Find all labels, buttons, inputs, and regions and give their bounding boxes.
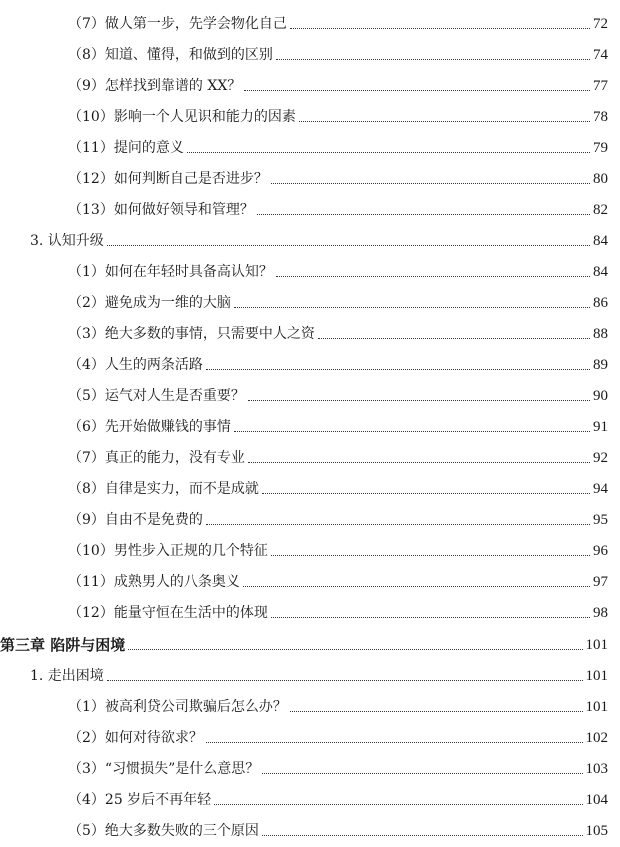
toc-entry-page: 82 — [593, 202, 608, 218]
toc-entry-title: 1. 走出困境 — [30, 668, 104, 684]
toc-entry-page: 72 — [593, 16, 608, 32]
toc-entry[interactable] — [0, 471, 608, 497]
toc-entry[interactable] — [0, 99, 608, 125]
toc-entry-title: （1）被高利贷公司欺骗后怎么办？ — [68, 699, 287, 715]
toc-entry-title: （9）自由不是免费的 — [68, 512, 203, 528]
toc-entry-title: （3）绝大多数的事情，只需要中人之资 — [68, 326, 315, 342]
toc-entry-title: （2）如何对待欲求？ — [68, 730, 203, 746]
toc-entry-page: 84 — [593, 233, 608, 249]
toc-entry-title: （8）知道、懂得，和做到的区别 — [68, 47, 273, 63]
toc-chapter-title: 第三章 陷阱与困境 — [0, 636, 126, 654]
dot-leader — [206, 741, 583, 743]
toc-entry-page: 101 — [585, 699, 608, 715]
toc-entry[interactable] — [0, 68, 608, 94]
toc-entry-title: （13）如何做好领导和管理？ — [68, 202, 254, 218]
toc-entry[interactable] — [0, 720, 608, 746]
toc-entry-page: 103 — [585, 761, 608, 777]
dot-leader — [276, 275, 590, 277]
toc-entry[interactable] — [0, 533, 608, 559]
toc-entry-title: （5）运气对人生是否重要？ — [68, 388, 245, 404]
toc-entry-page: 79 — [593, 140, 608, 156]
dot-leader — [234, 430, 590, 432]
toc-entry-page: 95 — [593, 512, 608, 528]
toc-entry[interactable] — [0, 409, 608, 435]
toc-entry-page: 97 — [593, 574, 608, 590]
dot-leader — [107, 244, 590, 246]
toc-entry[interactable] — [0, 689, 608, 715]
toc-entry-page: 84 — [593, 264, 608, 280]
toc-entry-title: （4）25 岁后不再年轻 — [68, 792, 212, 808]
toc-entry-page: 77 — [593, 78, 608, 94]
dot-leader — [107, 679, 583, 681]
toc-entry-page: 90 — [593, 388, 608, 404]
dot-leader — [243, 585, 590, 587]
dot-leader — [206, 523, 590, 525]
toc-entry-page: 91 — [593, 419, 608, 435]
dot-leader — [257, 213, 590, 215]
toc-entry[interactable] — [0, 37, 608, 63]
toc-entry-page: 94 — [593, 481, 608, 497]
toc-entry-page: 104 — [585, 792, 608, 808]
dot-leader — [271, 554, 590, 556]
toc-entry-page: 86 — [593, 295, 608, 311]
dot-leader — [318, 337, 590, 339]
dot-leader — [271, 182, 590, 184]
toc-entry-page: 101 — [585, 637, 608, 653]
toc-entry-page: 98 — [593, 605, 608, 621]
toc-entry-title: （5）绝大多数失败的三个原因 — [68, 823, 259, 839]
toc-entry-page: 88 — [593, 326, 608, 342]
toc-entry-title: （12）能量守恒在生活中的体现 — [68, 605, 268, 621]
dot-leader — [248, 399, 590, 401]
toc-entry-title: （1）如何在年轻时具备高认知？ — [68, 264, 273, 280]
toc-entry[interactable] — [0, 161, 608, 187]
toc-entry-page: 96 — [593, 543, 608, 559]
toc-entry[interactable] — [0, 595, 608, 621]
toc-entry[interactable] — [0, 254, 608, 280]
dot-leader — [276, 58, 590, 60]
toc-entry[interactable] — [0, 285, 608, 311]
toc-entry-title: （11）成熟男人的八条奥义 — [68, 574, 240, 590]
dot-leader — [128, 648, 582, 650]
toc-entry-page: 101 — [585, 668, 608, 684]
toc-entry-page: 102 — [585, 730, 608, 746]
dot-leader — [299, 120, 590, 122]
dot-leader — [262, 772, 582, 774]
toc-section-entry[interactable] — [0, 223, 608, 249]
toc-entry-title: （6）先开始做赚钱的事情 — [68, 419, 231, 435]
dot-leader — [290, 27, 590, 29]
toc-entry-title: （8）自律是实力，而不是成就 — [68, 481, 259, 497]
toc-entry-page: 105 — [585, 823, 608, 839]
toc-entry-title: （7）真正的能力，没有专业 — [68, 450, 245, 466]
toc-entry[interactable] — [0, 440, 608, 466]
toc-entry-title: （10）男性步入正规的几个特征 — [68, 543, 268, 559]
toc-entry[interactable] — [0, 502, 608, 528]
dot-leader — [271, 616, 590, 618]
toc-section-entry[interactable] — [0, 658, 608, 684]
toc-entry-title: 3. 认知升级 — [30, 233, 104, 249]
toc-entry[interactable] — [0, 316, 608, 342]
toc-entry[interactable] — [0, 130, 608, 156]
dot-leader — [262, 492, 590, 494]
toc-entry-title: （10）影响一个人见识和能力的因素 — [68, 109, 296, 125]
dot-leader — [234, 306, 590, 308]
toc-entry-page: 80 — [593, 171, 608, 187]
toc-entry[interactable] — [0, 564, 608, 590]
toc-entry[interactable] — [0, 347, 608, 373]
toc-entry-title: （12）如何判断自己是否进步？ — [68, 171, 268, 187]
toc-entry-title: （4）人生的两条活路 — [68, 357, 203, 373]
toc-entry[interactable] — [0, 6, 608, 32]
toc-chapter-entry[interactable] — [0, 627, 608, 653]
dot-leader — [290, 710, 583, 712]
dot-leader — [214, 803, 582, 805]
toc-entry-title: （11）提问的意义 — [68, 140, 184, 156]
toc-entry[interactable] — [0, 378, 608, 404]
toc-entry-page: 89 — [593, 357, 608, 373]
toc-entry-title: （7）做人第一步，先学会物化自己 — [68, 16, 287, 32]
toc-entry[interactable] — [0, 813, 608, 839]
dot-leader — [262, 834, 583, 836]
toc-entry-title: （3）“习惯损失”是什么意思？ — [68, 761, 260, 777]
toc-entry[interactable] — [0, 751, 608, 777]
toc-entry-page: 78 — [593, 109, 608, 125]
toc-entry-title: （9）怎样找到靠谱的 XX？ — [68, 78, 242, 94]
toc-entry-page: 92 — [593, 450, 608, 466]
dot-leader — [206, 368, 590, 370]
dot-leader — [248, 461, 590, 463]
toc-entry[interactable] — [0, 192, 608, 218]
dot-leader — [244, 89, 590, 91]
toc-entry[interactable] — [0, 782, 608, 808]
toc-entry-page: 74 — [593, 47, 608, 63]
toc-entry-title: （2）避免成为一维的大脑 — [68, 295, 231, 311]
dot-leader — [187, 151, 590, 153]
